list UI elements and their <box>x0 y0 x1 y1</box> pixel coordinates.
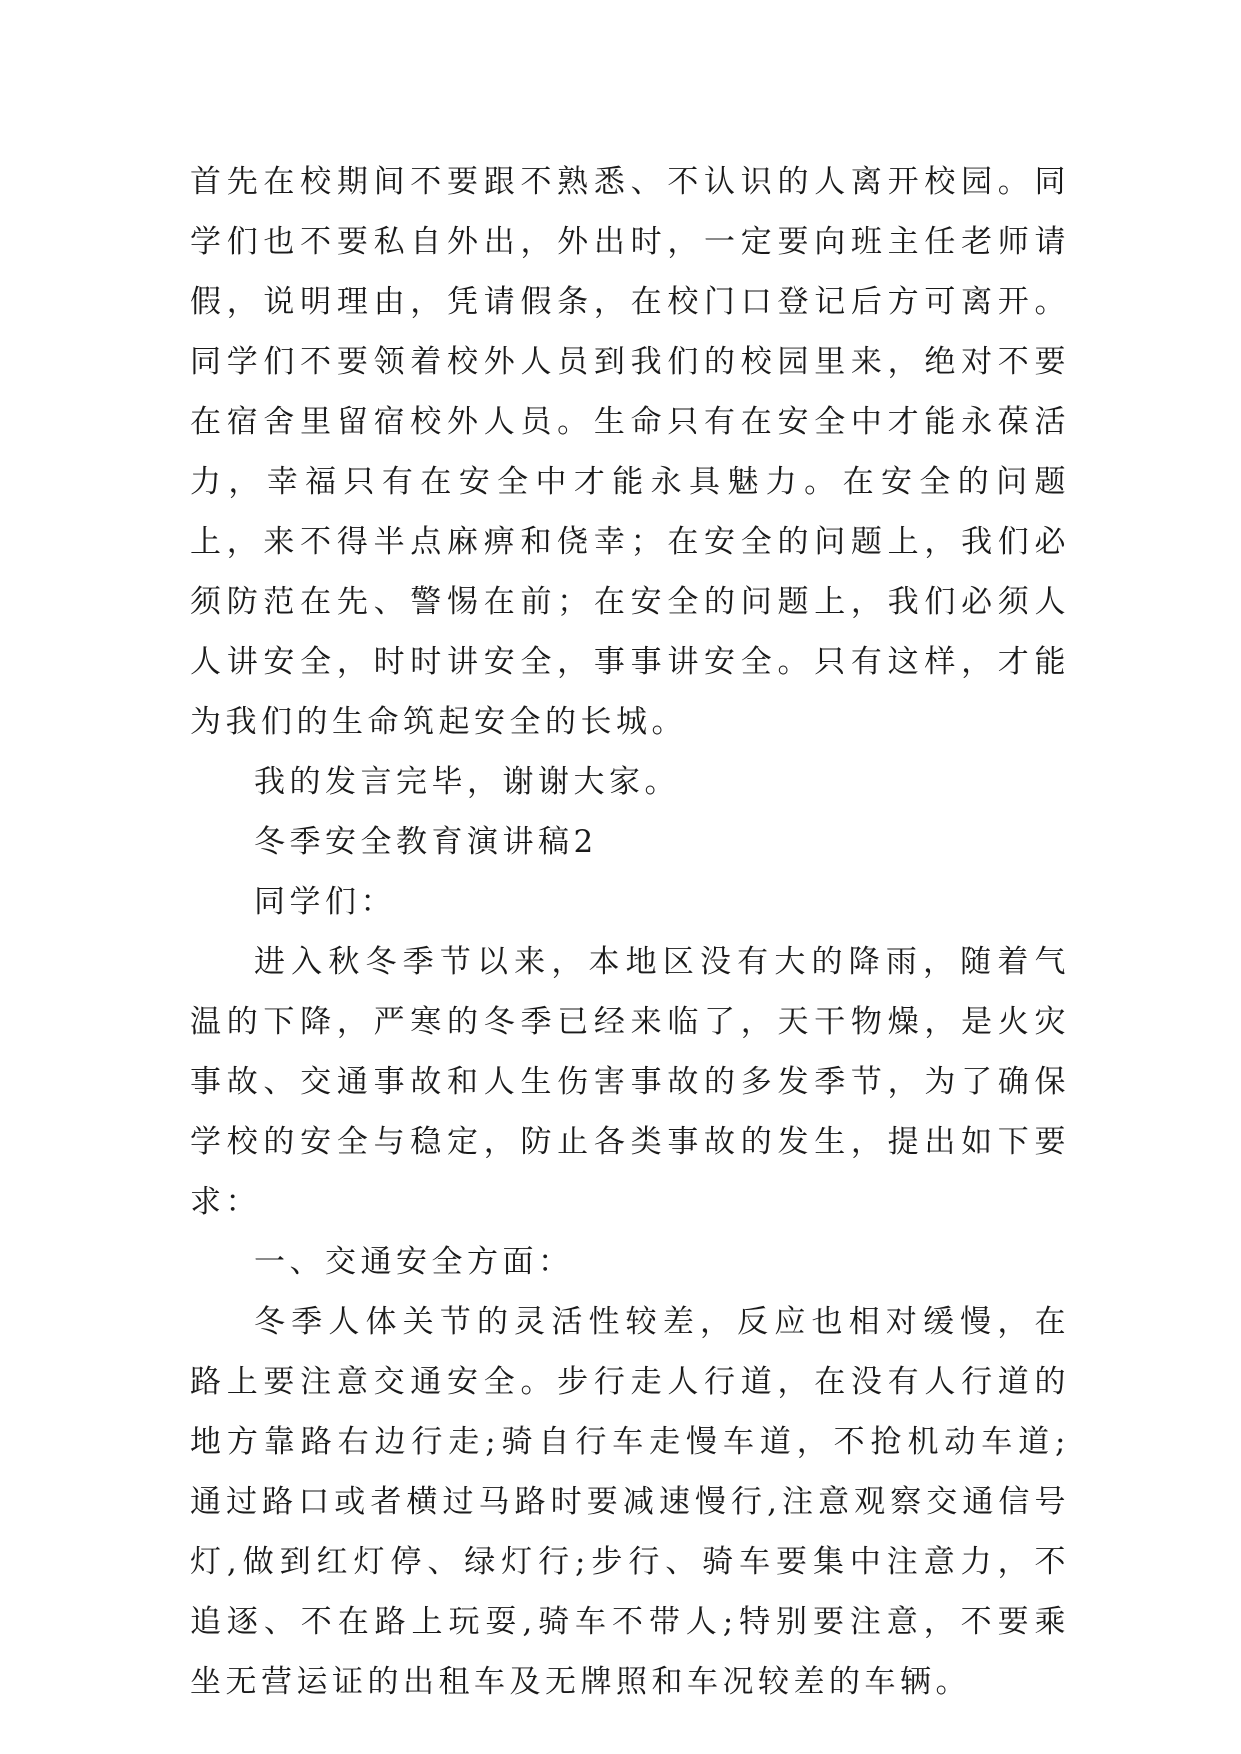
salutation: 同学们： <box>254 884 396 920</box>
subsection-heading: 一、交通安全方面： <box>254 1244 574 1280</box>
section-heading: 冬季安全教育演讲稿2 <box>254 824 598 860</box>
paragraph: 首先在校期间不要跟不熟悉、不认识的人离开校园。同学们也不要私自外出，外出时，一定要向班主任老师请假，说明理由，凭请假条，在校门口登记后方可离开。同学们不要领着校外人员到我们的校园里来，绝对不要在宿舍里留宿校外人员。生命只有在安全中才能永葆活力，幸福只有在安全中才能永具魅力。在安全的问题上，来不得半点麻痹和侥幸；在安全的问题上，我们必须防范在先、警惕在前；在安全的问题上，我们必须人人讲安全，时时讲安全，事事讲安全。只有这样，才能为我们的生命筑起安全的长城。 <box>190 164 1070 740</box>
paragraph: 冬季人体关节的灵活性较差，反应也相对缓慢，在路上要注意交通安全。步行走人行道，在没有人行道的地方靠路右边行走;骑自行车走慢车道，不抢机动车道;通过路口或者横过马路时要减速慢行,注意观察交通信号灯,做到红灯停、绿灯行;步行、骑车要集中注意力，不追逐、不在路上玩耍,骑车不带人;特别要注意，不要乘坐无营运证的出租车及无牌照和车况较差的车辆。 <box>190 1304 1070 1700</box>
paragraph: 我的发言完毕，谢谢大家。 <box>254 764 680 800</box>
paragraph: 进入秋冬季节以来，本地区没有大的降雨，随着气温的下降，严寒的冬季已经来临了，天干物燥，是火灾事故、交通事故和人生伤害事故的多发季节，为了确保学校的安全与稳定，防止各类事故的发生，提出如下要求： <box>190 944 1070 1220</box>
document-body <box>190 152 1070 1712</box>
